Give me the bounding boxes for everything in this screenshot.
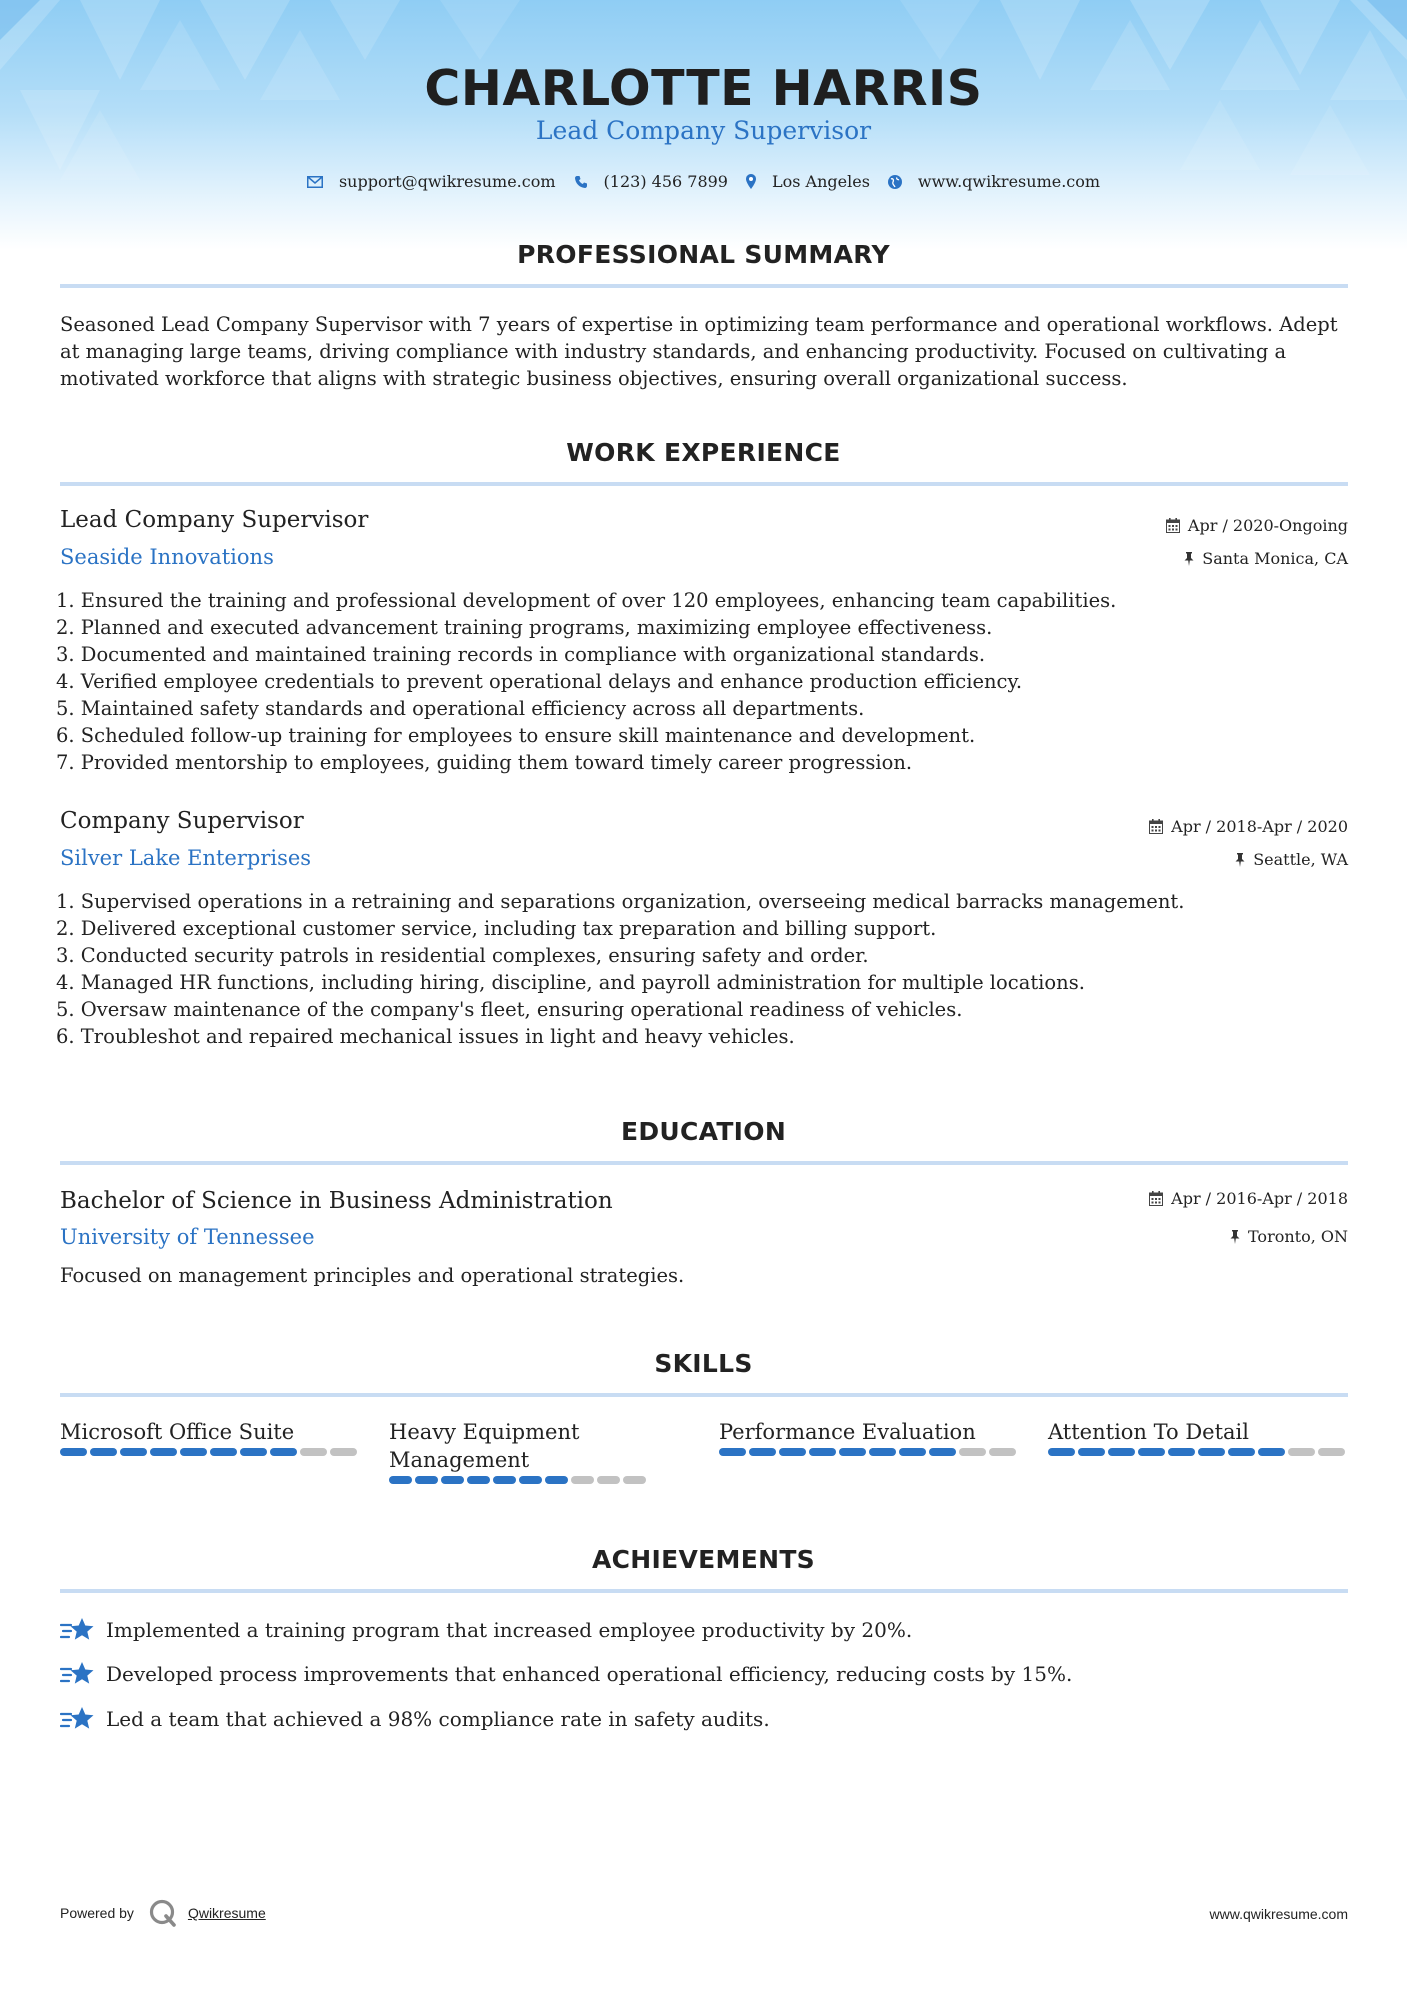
skill-rating [719,1448,1019,1456]
list-item: 5. Maintained safety standards and operational efficiency across all departments. [56,697,865,720]
skill-dot-filled [270,1448,297,1456]
list-item: 1. Ensured the training and professional development of over 120 employees, enhancing team capabilities. [56,589,1117,612]
skill-dot-filled [1048,1448,1075,1456]
job-location [1184,549,1348,568]
summary-text: Seasoned Lead Company Supervisor with 7 years of expertise in optimizing team performance and operational workflows. Adept at managing large teams, driving compliance with industry standards, and enhancing productivity. Focused on cultivating a motivated workforce that aligns with strategic business objectives, ensuring overall organizational success. [60,313,1338,390]
achievement-text: Developed process improvements that enhanced operational efficiency, reducing costs by 15%. [106,1662,1073,1686]
list-item: 3. Conducted security patrols in residential complexes, ensuring safety and order. [56,944,869,967]
summary-heading: PROFESSIONAL SUMMARY [517,240,890,269]
skill-name: Microsoft Office Suite [60,1420,295,1444]
skill-dot-filled [545,1476,568,1484]
education-location [1230,1227,1348,1246]
education-divider [60,1161,1348,1165]
skill-dot-filled [60,1448,87,1456]
contact-phone[interactable] [574,172,728,191]
skill-dot-filled [719,1448,746,1456]
email-text: support@qwikresume.com [338,172,556,191]
list-item: 7. Provided mentorship to employees, guiding them toward timely career progression. [56,751,913,774]
skill-dot-filled [1108,1448,1135,1456]
skill-dot-empty [571,1476,594,1484]
skill-dot-filled [929,1448,956,1456]
website-text: www.qwikresume.com [917,172,1101,191]
education-dates [1149,1189,1348,1208]
candidate-name: CHARLOTTE HARRIS [424,60,983,117]
education-location-text: Toronto, ON [1248,1227,1348,1246]
skill-dot-empty [1288,1448,1315,1456]
footer-powered-by [60,1898,266,1928]
calendar-icon [1166,518,1180,533]
contact-location [746,172,870,191]
list-item: 4. Managed HR functions, including hiring, discipline, and payroll administration for multiple locations. [56,971,1085,994]
achievement-item [60,1616,912,1644]
location-text: Los Angeles [771,172,870,191]
skill-name: Performance Evaluation [719,1420,976,1444]
candidate-role: Lead Company Supervisor [535,116,872,145]
job-title: Lead Company Supervisor [60,507,369,533]
skill-dot-filled [839,1448,866,1456]
skill-dot-filled [467,1476,490,1484]
skill-dot-filled [779,1448,806,1456]
education-description: Focused on management principles and operational strategies. [60,1264,685,1287]
contact-email[interactable] [307,172,556,191]
skill-dot-filled [1168,1448,1195,1456]
contact-website[interactable] [888,172,1100,191]
achievement-item [60,1705,770,1733]
skill-item [60,1418,360,1456]
skill-rating [1048,1448,1348,1456]
skill-dot-filled [240,1448,267,1456]
skill-item [1048,1418,1348,1456]
skills-heading: SKILLS [654,1349,753,1378]
list-item: 5. Oversaw maintenance of the company's fleet, ensuring operational readiness of vehicles. [56,998,963,1021]
job-location [1235,850,1348,869]
calendar-icon [1149,1191,1163,1206]
skill-dot-filled [150,1448,177,1456]
job-bullets [56,888,1184,1050]
skill-dot-filled [869,1448,896,1456]
job-dates [1166,516,1348,535]
skill-dot-filled [899,1448,926,1456]
pin-icon [1184,552,1194,566]
company-name: Silver Lake Enterprises [60,846,312,870]
education-dates-text: Apr / 2016-Apr / 2018 [1171,1189,1348,1208]
skill-dot-filled [90,1448,117,1456]
skill-dot-empty [330,1448,357,1456]
phone-text: (123) 456 7899 [603,172,728,191]
pin-icon [1230,1230,1240,1244]
job-dates [1149,817,1348,836]
skill-rating [389,1476,649,1484]
star-icon [60,1660,96,1688]
list-item: 6. Troubleshot and repaired mechanical issues in light and heavy vehicles. [56,1025,795,1048]
degree-title: Bachelor of Science in Business Administration [60,1188,613,1214]
contact-bar [0,172,1407,191]
skill-dot-empty [989,1448,1016,1456]
skill-dot-empty [959,1448,986,1456]
job-bullets [56,587,1116,776]
qwikresume-logo-icon [148,1898,178,1928]
skill-dot-filled [1078,1448,1105,1456]
list-item: 2. Planned and executed advancement training programs, maximizing employee effectiveness. [56,616,993,639]
job-dates-text: Apr / 2018-Apr / 2020 [1171,817,1348,836]
skill-dot-filled [749,1448,776,1456]
school-name: University of Tennessee [60,1225,315,1249]
achievements-divider [60,1589,1348,1593]
skill-dot-filled [120,1448,147,1456]
skill-dot-empty [597,1476,620,1484]
education-heading: EDUCATION [620,1117,787,1146]
list-item: 1. Supervised operations in a retraining and separations organization, overseeing medical barracks management. [56,890,1185,913]
job-location-text: Seattle, WA [1253,850,1348,869]
skill-name: Attention To Detail [1048,1420,1249,1444]
skill-dot-filled [809,1448,836,1456]
skill-item [389,1418,649,1484]
summary-divider [60,284,1348,288]
calendar-icon [1149,819,1163,834]
star-icon [60,1616,96,1644]
star-icon [60,1705,96,1733]
globe-icon [888,175,902,189]
skill-rating [60,1448,360,1456]
brand-link[interactable]: Qwikresume [187,1905,266,1921]
powered-by-label: Powered by [60,1905,134,1921]
skill-dot-filled [1198,1448,1225,1456]
skill-dot-filled [389,1476,412,1484]
skill-dot-filled [210,1448,237,1456]
skill-item [719,1418,1019,1456]
footer-website[interactable]: www.qwikresume.com [1209,1906,1348,1922]
skill-dot-filled [1138,1448,1165,1456]
skill-dot-filled [1258,1448,1285,1456]
list-item: 3. Documented and maintained training records in compliance with organizational standards. [56,643,986,666]
company-name: Seaside Innovations [60,545,274,569]
job-location-text: Santa Monica, CA [1202,549,1348,568]
experience-divider [60,482,1348,486]
skill-dot-filled [415,1476,438,1484]
skill-dot-filled [519,1476,542,1484]
skill-dot-empty [300,1448,327,1456]
skill-name: Heavy Equipment Management [389,1420,580,1472]
job-dates-text: Apr / 2020-Ongoing [1187,516,1348,535]
achievement-item [60,1660,1072,1688]
skill-dot-filled [180,1448,207,1456]
experience-heading: WORK EXPERIENCE [566,438,841,467]
job-title: Company Supervisor [60,808,304,834]
achievement-text: Led a team that achieved a 98% compliance rate in safety audits. [106,1707,770,1731]
skill-dot-filled [1228,1448,1255,1456]
skill-dot-empty [1318,1448,1345,1456]
map-marker-icon [746,174,756,189]
skills-divider [60,1393,1348,1397]
phone-icon [574,175,588,189]
list-item: 4. Verified employee credentials to prevent operational delays and enhance production efficiency. [56,670,1023,693]
achievements-heading: ACHIEVEMENTS [592,1545,815,1574]
envelope-icon [307,176,323,188]
skill-dot-empty [623,1476,646,1484]
skill-dot-filled [441,1476,464,1484]
pin-icon [1235,853,1245,867]
list-item: 6. Scheduled follow-up training for employees to ensure skill maintenance and development. [56,724,976,747]
achievement-text: Implemented a training program that increased employee productivity by 20%. [106,1618,913,1642]
skill-dot-filled [493,1476,516,1484]
list-item: 2. Delivered exceptional customer service, including tax preparation and billing support. [56,917,937,940]
